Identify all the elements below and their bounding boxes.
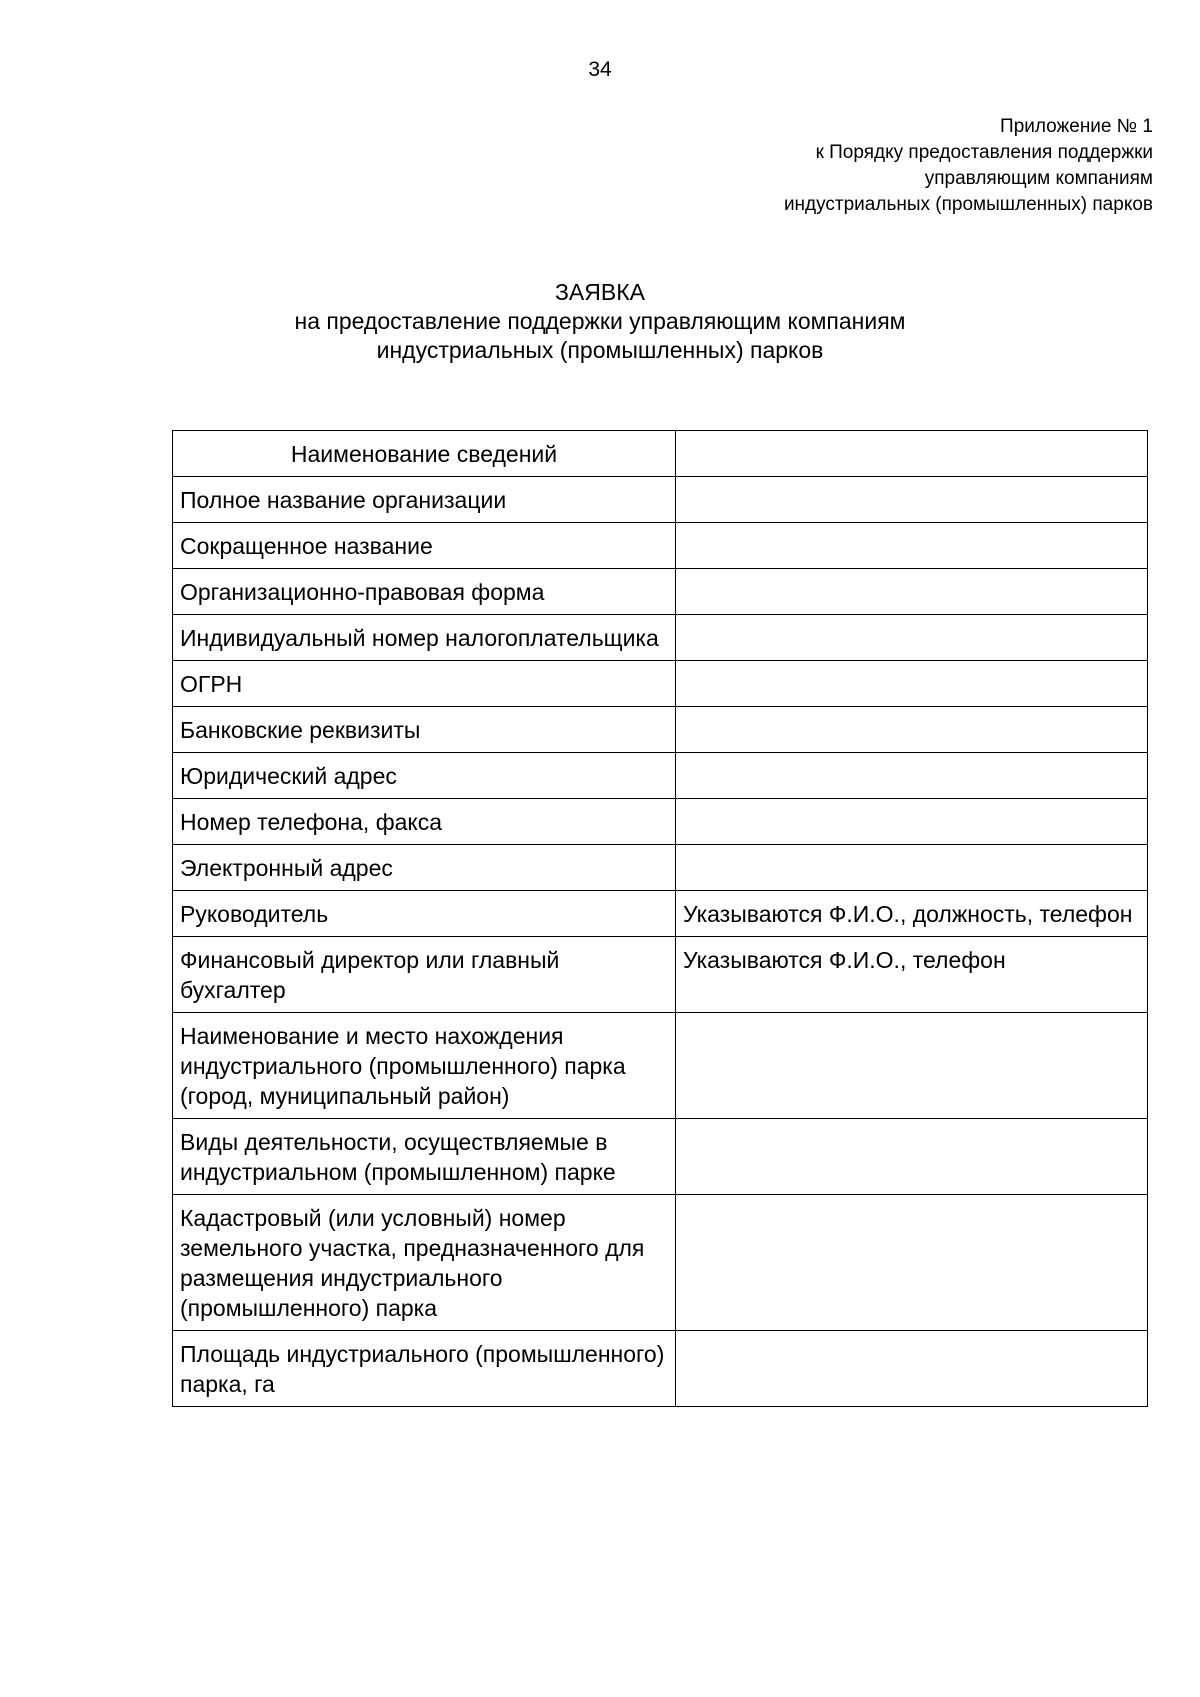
appendix-reference — [784, 114, 1153, 218]
table-row — [173, 891, 1148, 937]
row-label: Юридический адрес — [173, 753, 676, 799]
row-label: Руководитель — [173, 891, 676, 937]
row-value — [676, 661, 1148, 707]
table-row — [173, 661, 1148, 707]
table-row — [173, 753, 1148, 799]
row-value — [676, 1331, 1148, 1407]
row-label: Организационно-правовая форма — [173, 569, 676, 615]
application-form-table — [172, 430, 1148, 1407]
table-row — [173, 937, 1148, 1013]
table-row — [173, 477, 1148, 523]
table-row — [173, 1013, 1148, 1119]
row-value — [676, 477, 1148, 523]
row-label: Банковские реквизиты — [173, 707, 676, 753]
row-value — [676, 845, 1148, 891]
row-label: Индивидуальный номер налогоплательщика — [173, 615, 676, 661]
title-main: ЗАЯВКА — [555, 279, 645, 305]
row-value — [676, 569, 1148, 615]
header-cell-info-name: Наименование сведений — [173, 431, 676, 477]
table-row — [173, 1195, 1148, 1331]
appendix-line: управляющим компаниям — [924, 168, 1153, 189]
row-label: Номер телефона, факса — [173, 799, 676, 845]
row-label: ОГРН — [173, 661, 676, 707]
row-value: Указываются Ф.И.О., телефон — [676, 937, 1148, 1013]
page-number: 34 — [588, 58, 612, 81]
table-row — [173, 1331, 1148, 1407]
row-label: Полное название организации — [173, 477, 676, 523]
row-value — [676, 523, 1148, 569]
row-value — [676, 1119, 1148, 1195]
table-row — [173, 845, 1148, 891]
row-value — [676, 799, 1148, 845]
row-label: Кадастровый (или условный) номер земельного участка, предназначенного для размещения индустриального (промышленного) парка — [173, 1195, 676, 1331]
table-row — [173, 799, 1148, 845]
table-header-row — [173, 431, 1148, 477]
appendix-line: индустриальных (промышленных) парков — [783, 194, 1153, 215]
title-subtitle-line: индустриальных (промышленных) парков — [376, 337, 824, 363]
row-label: Виды деятельности, осуществляемые в индустриальном (промышленном) парке — [173, 1119, 676, 1195]
title-subtitle-line: на предоставление поддержки управляющим компаниям — [294, 308, 906, 334]
row-value — [676, 1013, 1148, 1119]
table-row — [173, 615, 1148, 661]
row-value — [676, 753, 1148, 799]
header-cell-value — [676, 431, 1148, 477]
row-value — [676, 707, 1148, 753]
row-value — [676, 615, 1148, 661]
row-label: Наименование и место нахождения индустриального (промышленного) парка (город, муниципальный район) — [173, 1013, 676, 1119]
table-row — [173, 523, 1148, 569]
row-value: Указываются Ф.И.О., должность, телефон — [676, 891, 1148, 937]
row-label: Электронный адрес — [173, 845, 676, 891]
document-title — [0, 278, 1200, 365]
row-label: Финансовый директор или главный бухгалтер — [173, 937, 676, 1013]
table-row — [173, 569, 1148, 615]
row-label: Сокращенное название — [173, 523, 676, 569]
row-label: Площадь индустриального (промышленного) парка, га — [173, 1331, 676, 1407]
table-row — [173, 707, 1148, 753]
row-value — [676, 1195, 1148, 1331]
appendix-line: Приложение № 1 — [1000, 116, 1153, 137]
table-row — [173, 1119, 1148, 1195]
appendix-line: к Порядку предоставления поддержки — [815, 142, 1153, 163]
